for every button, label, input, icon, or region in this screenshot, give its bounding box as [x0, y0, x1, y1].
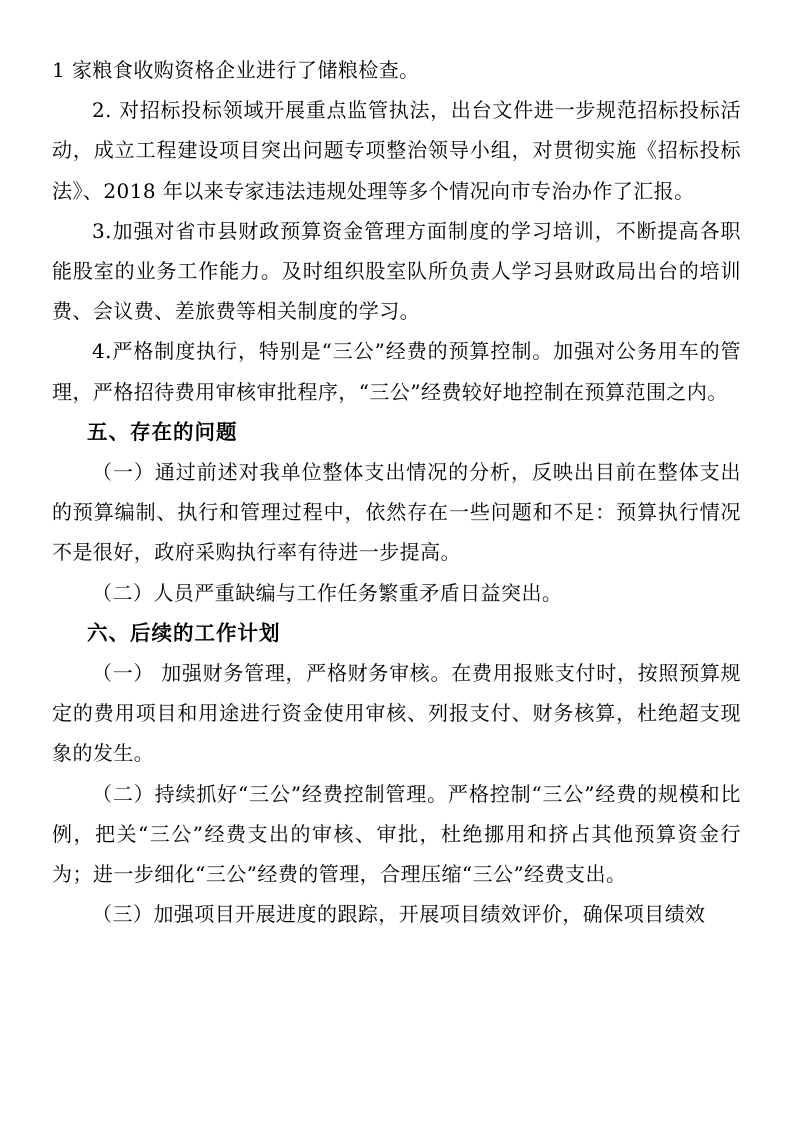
section-heading-work-plan: 六、后续的工作计划	[87, 620, 281, 645]
section-heading-problems: 五、存在的问题	[87, 419, 238, 444]
paragraph-item-4-three-public: 4.严格制度执行，特别是“三公”经费的预算控制。加强对公务用车的管理，严格招待费用审核审批程序，“三公”经费较好地控制在预算范围之内。	[52, 339, 741, 404]
paragraph-grain-inspection: 1 家粮食收购资格企业进行了储粮检查。	[52, 58, 420, 82]
paragraph-item-3-training: 3.加强对省市县财政预算资金管理方面制度的学习培训，不断提高各职能股室的业务工作能力。及时组织股室队所负责人学习县财政局出台的培训费、会议费、差旅费等相关制度的学习。	[52, 218, 741, 324]
paragraph-problem-1: （一）通过前述对我单位整体支出情况的分析，反映出目前在整体支出的预算编制、执行和管理过程中，依然存在一些问题和不足：预算执行情况不是很好，政府采购执行率有待进一步提高。	[52, 460, 741, 565]
paragraph-plan-2: （二）持续抓好“三公”经费控制管理。严格控制“三公”经费的规模和比例，把关“三公”经费支出的审核、审批，杜绝挪用和挤占其他预算资金行为；进一步细化“三公”经费的管理，合理压缩“三公”经费支出。	[52, 781, 741, 887]
paragraph-item-2-bidding: 2. 对招标投标领域开展重点监管执法，出台文件进一步规范招标投标活动，成立工程建设项目突出问题专项整治领导小组，对贯彻实施《招标投标法》、2018 年以来专家违法违规处理等多个情况向市专治办作了汇报。	[52, 98, 741, 203]
paragraph-plan-1: （一） 加强财务管理，严格财务审核。在费用报账支付时，按照预算规定的费用项目和用途进行资金使用审核、列报支付、财务核算，杜绝超支现象的发生。	[52, 661, 741, 766]
paragraph-problem-2: （二）人员严重缺编与工作任务繁重矛盾日益突出。	[92, 580, 563, 605]
paragraph-plan-3: （三）加强项目开展进度的跟踪，开展项目绩效评价，确保项目绩效	[92, 902, 706, 927]
document-page	[52, 50, 741, 934]
